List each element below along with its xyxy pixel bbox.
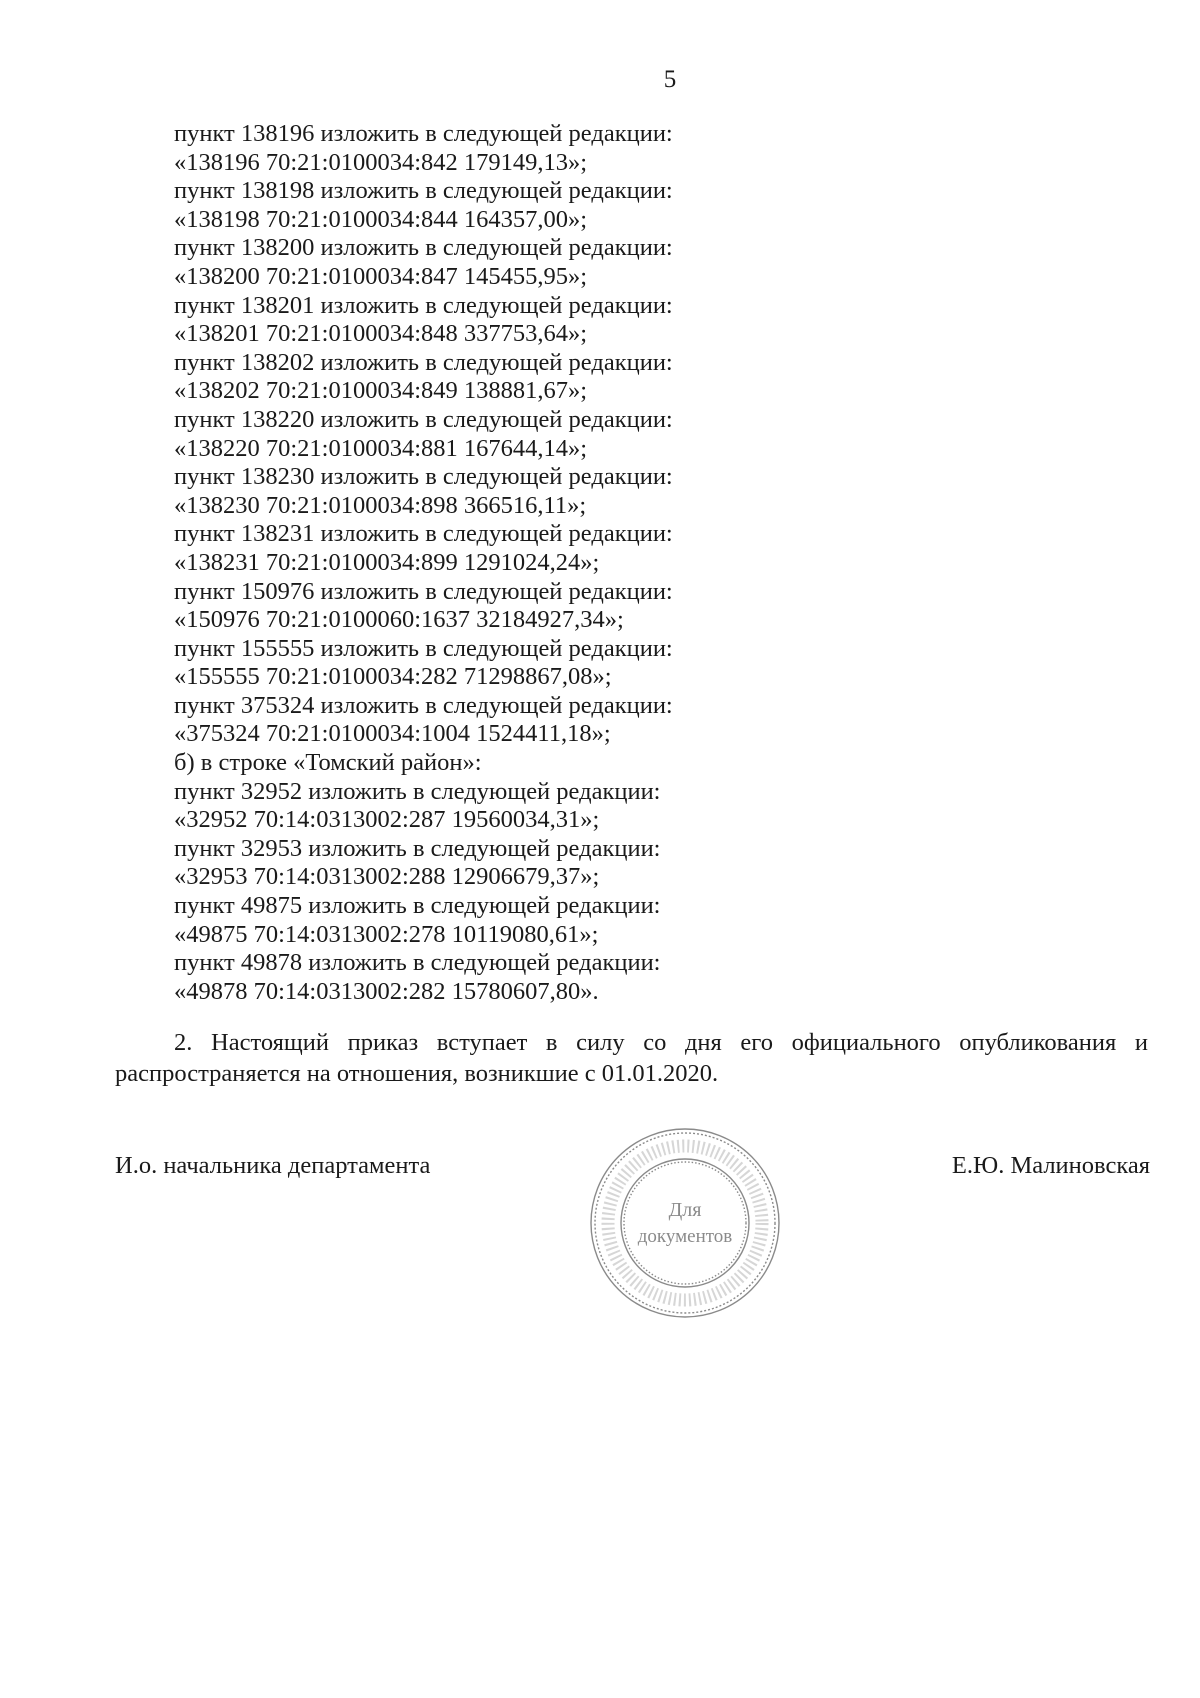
list-item: «138230 70:21:0100034:898 366516,11»; bbox=[174, 491, 587, 519]
official-seal-icon bbox=[588, 1126, 782, 1320]
paragraph-line-1: 2. Настоящий приказ вступает в силу со дня его официального опубликования и bbox=[174, 1029, 1148, 1056]
list-item: пункт 375324 изложить в следующей редакции: bbox=[174, 691, 673, 719]
list-item: пункт 138196 изложить в следующей редакции: bbox=[174, 120, 673, 147]
page-number: 5 bbox=[663, 66, 677, 93]
list-item: «138200 70:21:0100034:847 145455,95»; bbox=[174, 262, 588, 290]
effective-date-paragraph bbox=[115, 1027, 1148, 1089]
list-item: «138198 70:21:0100034:844 164357,00»; bbox=[174, 205, 588, 233]
list-item: «150976 70:21:0100060:1637 32184927,34»; bbox=[174, 606, 624, 634]
list-item: «155555 70:21:0100034:282 71298867,08»; bbox=[174, 663, 612, 691]
list-item: пункт 138200 изложить в следующей редакции: bbox=[174, 234, 673, 262]
amendment-list bbox=[174, 120, 1154, 1006]
list-item: пункт 138198 изложить в следующей редакции: bbox=[174, 177, 673, 205]
list-item: б) в строке «Томский район»: bbox=[174, 749, 482, 777]
list-item: «49878 70:14:0313002:282 15780607,80». bbox=[174, 977, 599, 1005]
paragraph-line-2: распространяется на отношения, возникшие с 01.01.2020. bbox=[115, 1060, 719, 1087]
list-item: пункт 32952 изложить в следующей редакции: bbox=[174, 777, 661, 805]
list-item: «49875 70:14:0313002:278 10119080,61»; bbox=[174, 920, 599, 948]
list-item: «138196 70:21:0100034:842 179149,13»; bbox=[174, 148, 588, 176]
list-item: «138220 70:21:0100034:881 167644,14»; bbox=[174, 434, 588, 462]
list-item: «32953 70:14:0313002:288 12906679,37»; bbox=[174, 863, 600, 891]
list-item: пункт 138202 изложить в следующей редакции: bbox=[174, 348, 673, 376]
signatory-title: И.о. начальника департамента bbox=[115, 1152, 431, 1179]
list-item: пункт 32953 изложить в следующей редакции: bbox=[174, 834, 661, 862]
seal-text-1: Для bbox=[668, 1199, 702, 1221]
list-item: «32952 70:14:0313002:287 19560034,31»; bbox=[174, 806, 600, 834]
list-item: «138202 70:21:0100034:849 138881,67»; bbox=[174, 377, 588, 405]
list-item: пункт 138230 изложить в следующей редакции: bbox=[174, 463, 673, 491]
signatory-name: Е.Ю. Малиновская bbox=[951, 1152, 1150, 1179]
list-item: пункт 138201 изложить в следующей редакции: bbox=[174, 291, 673, 319]
list-item: пункт 138231 изложить в следующей редакции: bbox=[174, 520, 673, 548]
list-item: пункт 150976 изложить в следующей редакции: bbox=[174, 577, 673, 605]
seal-text-2: документов bbox=[637, 1226, 733, 1247]
list-item: пункт 155555 изложить в следующей редакции: bbox=[174, 634, 673, 662]
list-item: «138231 70:21:0100034:899 1291024,24»; bbox=[174, 548, 600, 576]
list-item: «138201 70:21:0100034:848 337753,64»; bbox=[174, 320, 588, 348]
list-item: пункт 49875 изложить в следующей редакции: bbox=[174, 892, 661, 920]
list-item: «375324 70:21:0100034:1004 1524411,18»; bbox=[174, 720, 611, 748]
list-item: пункт 138220 изложить в следующей редакции: bbox=[174, 405, 673, 433]
list-item: пункт 49878 изложить в следующей редакции: bbox=[174, 949, 661, 977]
